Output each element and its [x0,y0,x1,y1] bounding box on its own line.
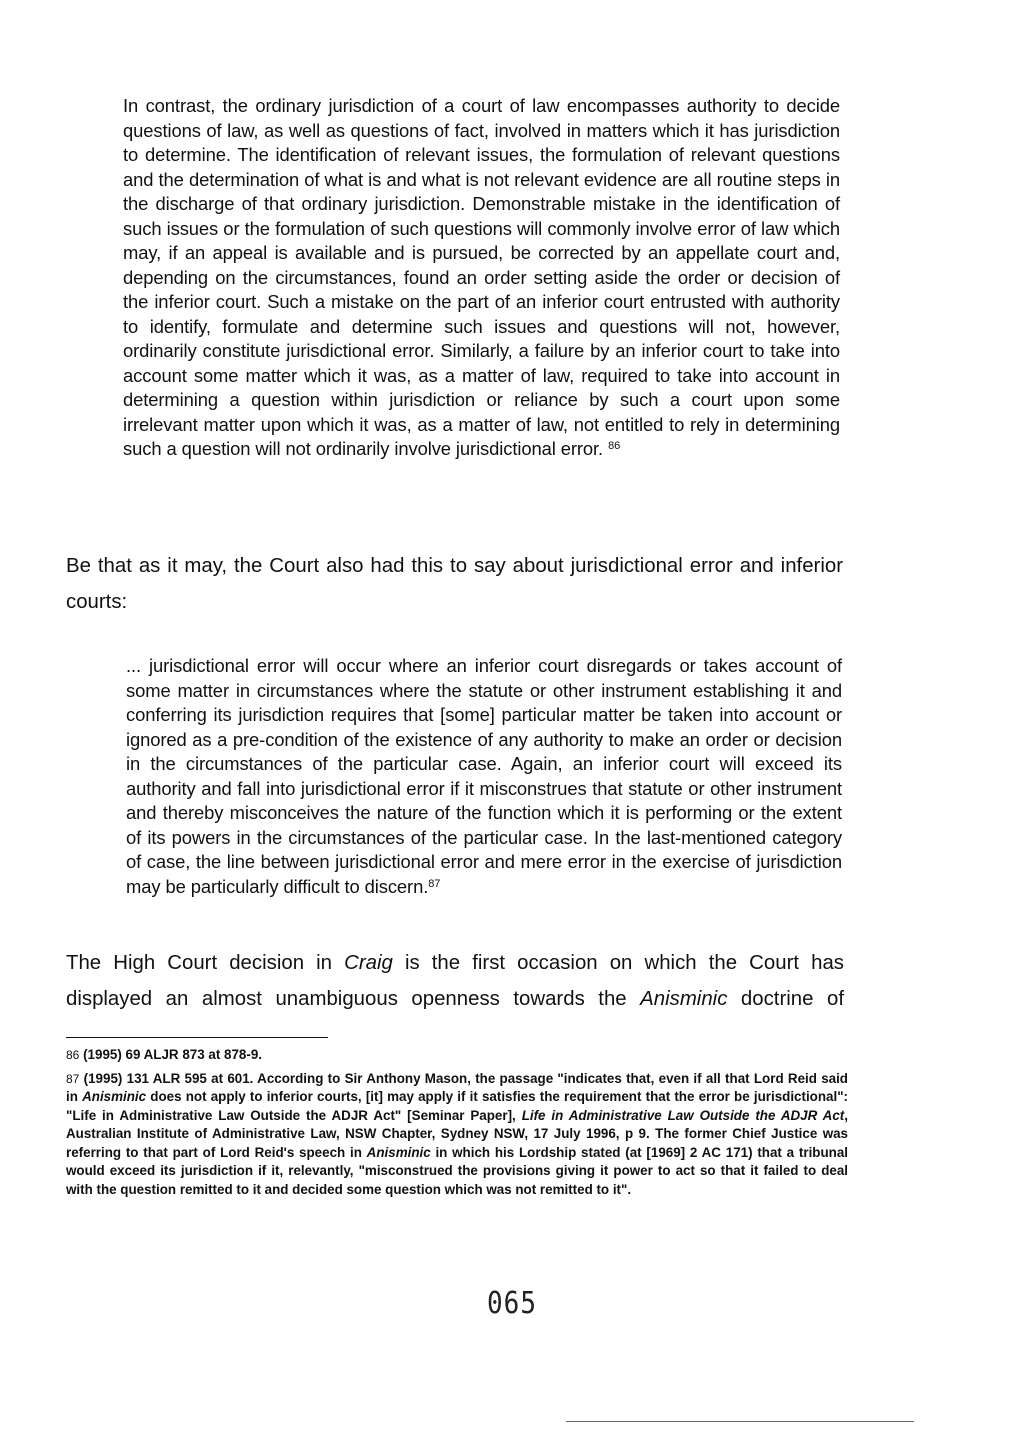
footnote-87-case-anisminic: Anisminic [82,1089,147,1104]
footnotes [66,1046,848,1204]
footnote-86-number: 86 [66,1048,80,1062]
paragraph-2 [66,945,844,1017]
footnote-87-seminar-title: Life in Administrative Law Outside the ADJR Act [521,1107,845,1123]
footnote-87-text-3: , Australian Institute of Administrative Law, NSW Chapter, Sydney NSW, 17 July 1996, p 9. The former Chief Justice was referring to that part of Lord Reid's speech in [66,1107,848,1160]
quote-1-text: In contrast, the ordinary jurisdiction of a court of law encompasses authority to decide questions of law, as well as questions of fact, involved in matters which it has jurisdiction to determine. The identification of relevant issues, the formulation of relevant questions and the determination of what is and what is not relevant evidence are all routine steps in the discharge of that ordinary jurisdiction. Demonstrable mistake in the identification of such issues or the formulation of such questions will commonly involve error of law which may, if an appeal is available and is pursued, be corrected by an appellate court and, depending on the circumstances, found an order setting aside the order or decision of the inferior court. Such a mistake on the part of an inferior court entrusted with authority to identify, formulate and determine such issues and questions will not, however, ordinarily constitute jurisdictional error. Similarly, a failure by an inferior court to take into account some matter which it was, as a matter of law, required to take into account in determining a question within jurisdiction or reliance by such a court upon some irrelevant matter upon which it was, as a matter of law, not entitled to rely in determining such a question will not ordinarily involve jurisdictional error. [123,95,840,459]
footnote-87-text-1: (1995) 131 ALR 595 at 601. According to Sir Anthony Mason, the passage "indicates that, even if all that Lord Reid said in [66,1070,848,1104]
footnote-87 [66,1070,848,1200]
paragraph-2-after: doctrine of [727,988,844,1010]
footnote-87-number: 87 [66,1071,80,1086]
paragraph-2-before: The High Court decision in [66,952,345,974]
footnote-separator [66,1037,328,1038]
paragraph-2-middle: is the first occasion on which the Court has displayed an almost unambiguous openness towards the [66,952,844,1010]
quote-2-text: ... jurisdictional error will occur where an inferior court disregards or takes account of some matter in circumstances where the statute or other instrument establishing it and conferring its jurisdiction requires that [some] particular matter be taken into account or ignored as a pre-condition of the existence of any authority to make an order or decision in the circumstances of the particular case. Again, an inferior court will exceed its authority and fall into jurisdictional error if it misconstrues that statute or other instrument and thereby misconceives the nature of the function which it is performing or the extent of its powers in the circumstances of the particular case. In the last-mentioned category of case, the line between jurisdictional error and mere error in the exercise of jurisdiction may be particularly difficult to discern. [126,655,842,897]
footnote-87-text-4: in which his Lordship stated (at [1969] 2 AC 171) that a tribunal would exceed its jurisdiction if it, relevantly, "misconstrued the provisions giving it power to act so that it failed to deal with the question remitted to it and decided some question which was not remitted to it". [66,1144,848,1197]
paragraph-1-text: Be that as it may, the Court also had this to say about jurisdictional error and inferior courts: [66,555,843,613]
footnote-ref-86: 86 [608,440,621,452]
case-name-craig: Craig [344,952,393,974]
footnote-ref-87: 87 [428,877,441,890]
footnote-86-text: (1995) 69 ALJR 873 at 878-9. [83,1047,262,1062]
footnote-87-case-anisminic-2: Anisminic [366,1144,431,1160]
quote-2 [126,654,842,899]
page-number: 065 [487,1286,537,1322]
footnote-87-text-2: does not apply to inferior courts, [it] may apply if it satisfies the requirement that the error be jurisdictional": "Life in Administrative Law Outside the ADJR Act" [Seminar Paper], [66,1089,848,1123]
bottom-edge-line [566,1421,914,1422]
quote-1 [123,94,840,462]
paragraph-1 [66,548,843,620]
case-name-anisminic: Anisminic [640,988,728,1010]
footnote-86 [66,1046,848,1065]
